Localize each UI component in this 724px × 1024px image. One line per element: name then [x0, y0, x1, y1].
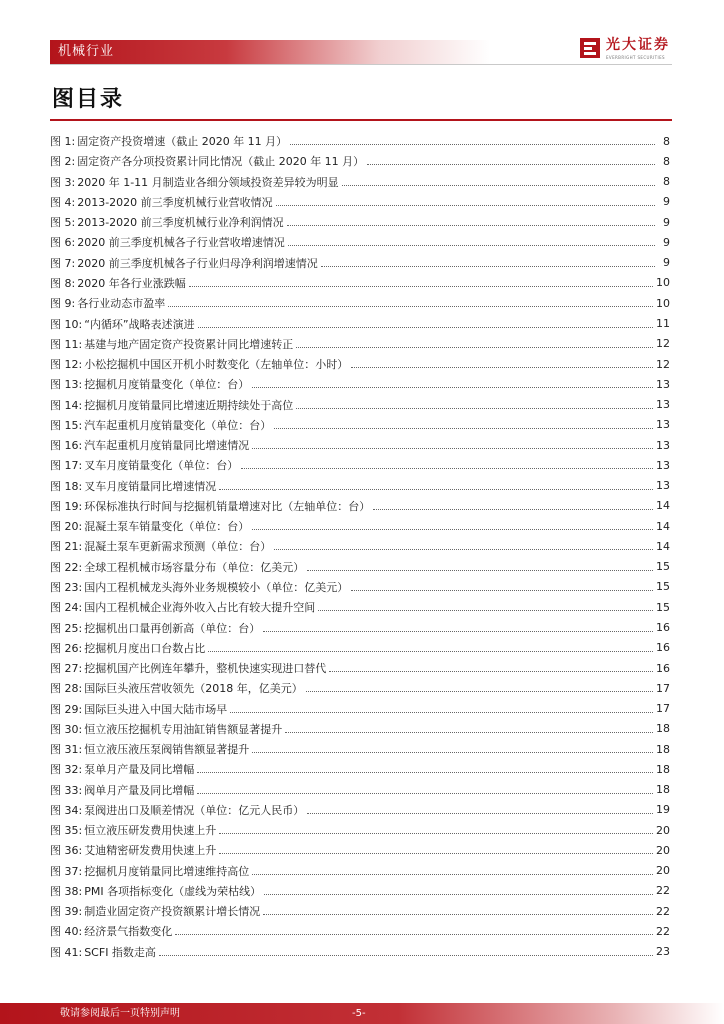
toc-entry-label: 图 11: — [50, 337, 83, 351]
toc-entry-page: 14 — [656, 539, 670, 553]
toc-entry[interactable] — [50, 739, 670, 759]
toc-entry-label: 图 29: — [50, 702, 83, 716]
toc-dot-leader — [318, 609, 653, 611]
toc-entry-page: 11 — [656, 317, 670, 331]
toc-dot-leader — [197, 771, 653, 773]
toc-entry-label: 图 2: — [50, 155, 76, 169]
toc-entry-label: 图 36: — [50, 844, 83, 858]
toc-entry[interactable] — [50, 273, 670, 293]
toc-entry[interactable] — [50, 861, 670, 881]
toc-entry[interactable] — [50, 658, 670, 678]
toc-entry-label: 图 10: — [50, 317, 83, 331]
toc-entry-title: 汽车起重机月度销量同比增速情况 — [84, 439, 250, 453]
toc-entry-page: 16 — [656, 661, 670, 675]
toc-entry-page: 17 — [656, 681, 670, 695]
toc-entry-page: 15 — [656, 580, 670, 594]
toc-entry-title: 2013-2020 前三季度机械行业营收情况 — [77, 195, 273, 209]
toc-entry-title: 挖掘机出口量再创新高（单位：台） — [84, 621, 261, 635]
toc-entry-page: 10 — [656, 296, 670, 310]
brand-name: 光大证券 — [606, 37, 670, 53]
toc-entry-page: 18 — [656, 722, 670, 736]
toc-entry-page: 8 — [663, 134, 670, 148]
toc-entry-label: 图 13: — [50, 378, 83, 392]
toc-entry[interactable] — [50, 334, 670, 354]
toc-dot-leader — [290, 143, 655, 145]
toc-entry-title: 阀单月产量及同比增幅 — [84, 783, 195, 797]
toc-dot-leader — [306, 690, 653, 692]
toc-entry-title: 全球工程机械市场容量分布（单位：亿美元） — [84, 560, 305, 574]
toc-entry-title: 固定资产各分项投资累计同比情况（截止 2020 年 11 月） — [77, 155, 365, 169]
toc-entry[interactable] — [50, 536, 670, 556]
figure-toc-list — [50, 131, 670, 962]
toc-dot-leader — [351, 366, 653, 368]
toc-entry-page: 9 — [663, 256, 670, 270]
header-band — [50, 40, 490, 64]
toc-entry-page: 18 — [656, 783, 670, 797]
toc-entry[interactable] — [50, 455, 670, 475]
toc-entry-page: 9 — [663, 235, 670, 249]
toc-entry-page: 14 — [656, 499, 670, 513]
toc-entry[interactable] — [50, 638, 670, 658]
toc-entry-title: “内循环”战略表述演进 — [84, 317, 195, 331]
toc-entry[interactable] — [50, 557, 670, 577]
toc-entry-page: 9 — [663, 215, 670, 229]
toc-entry-label: 图 15: — [50, 418, 83, 432]
toc-entry[interactable] — [50, 617, 670, 637]
toc-entry[interactable] — [50, 577, 670, 597]
toc-entry-page: 13 — [656, 458, 670, 472]
toc-dot-leader — [287, 224, 655, 226]
toc-entry-page: 8 — [663, 154, 670, 168]
toc-entry-label: 图 20: — [50, 520, 83, 534]
toc-entry-label: 图 1: — [50, 135, 76, 149]
toc-entry-title: 2020 年各行业涨跌幅 — [77, 276, 186, 290]
toc-entry-label: 图 32: — [50, 763, 83, 777]
toc-entry-title: 挖掘机国产比例连年攀升，整机快速实现进口替代 — [84, 662, 327, 676]
toc-dot-leader — [175, 933, 653, 935]
toc-entry[interactable] — [50, 820, 670, 840]
toc-entry-title: 叉车月度销量同比增速情况 — [84, 479, 217, 493]
industry-label: 机械行业 — [58, 44, 115, 59]
toc-dot-leader — [252, 751, 653, 753]
toc-entry-label: 图 25: — [50, 621, 83, 635]
toc-entry-title: 2013-2020 前三季度机械行业净利润情况 — [77, 216, 284, 230]
toc-entry-label: 图 6: — [50, 236, 76, 250]
toc-entry[interactable] — [50, 698, 670, 718]
toc-entry-title: 国际巨头进入中国大陆市场早 — [84, 702, 228, 716]
toc-entry-label: 图 31: — [50, 743, 83, 757]
toc-entry[interactable] — [50, 840, 670, 860]
toc-entry-label: 图 38: — [50, 884, 83, 898]
toc-entry-page: 17 — [656, 702, 670, 716]
toc-dot-leader — [296, 407, 653, 409]
toc-entry-label: 图 39: — [50, 905, 83, 919]
toc-entry-label: 图 26: — [50, 641, 83, 655]
toc-entry[interactable] — [50, 942, 670, 962]
toc-entry[interactable] — [50, 415, 670, 435]
toc-entry-label: 图 37: — [50, 864, 83, 878]
toc-entry-page: 13 — [656, 479, 670, 493]
toc-entry-label: 图 27: — [50, 662, 83, 676]
toc-entry-title: 国际巨头液压营收领先（2018 年，亿美元） — [84, 682, 303, 696]
toc-entry[interactable] — [50, 759, 670, 779]
toc-entry-label: 图 8: — [50, 276, 76, 290]
toc-dot-leader — [208, 650, 653, 652]
toc-entry-label: 图 9: — [50, 297, 76, 311]
toc-dot-leader — [329, 670, 653, 672]
toc-dot-leader — [219, 832, 653, 834]
toc-entry[interactable] — [50, 394, 670, 414]
toc-dot-leader — [252, 528, 653, 530]
toc-entry-page: 16 — [656, 641, 670, 655]
toc-entry-title: 环保标准执行时间与挖掘机销量增速对比（左轴单位：台） — [84, 499, 371, 513]
toc-dot-leader — [276, 204, 655, 206]
toc-dot-leader — [159, 954, 653, 956]
toc-entry-title: 基建与地产固定资产投资累计同比增速转正 — [84, 337, 294, 351]
toc-entry-page: 20 — [656, 823, 670, 837]
toc-entry[interactable] — [50, 516, 670, 536]
toc-entry-page: 18 — [656, 762, 670, 776]
toc-entry-label: 图 41: — [50, 945, 83, 959]
toc-entry[interactable] — [50, 253, 670, 273]
toc-entry[interactable] — [50, 496, 670, 516]
toc-entry-label: 图 28: — [50, 682, 83, 696]
toc-entry-title: 恒立液压挖掘机专用油缸销售额显著提升 — [84, 722, 283, 736]
toc-entry-page: 13 — [656, 377, 670, 391]
toc-entry[interactable] — [50, 374, 670, 394]
toc-entry-label: 图 40: — [50, 925, 83, 939]
toc-entry-page: 9 — [663, 195, 670, 209]
page-title: 图目录 — [52, 87, 125, 112]
toc-entry[interactable] — [50, 131, 670, 151]
toc-entry-title: 国内工程机械企业海外收入占比有较大提升空间 — [84, 601, 316, 615]
toc-entry-label: 图 24: — [50, 601, 83, 615]
toc-entry-label: 图 14: — [50, 398, 83, 412]
toc-entry-label: 图 19: — [50, 499, 83, 513]
toc-entry-title: 混凝土泵车更新需求预测（单位：台） — [84, 540, 272, 554]
toc-entry-label: 图 34: — [50, 803, 83, 817]
toc-entry-title: PMI 各项指标变化（虚线为荣枯线） — [84, 884, 262, 898]
toc-entry[interactable] — [50, 678, 670, 698]
toc-dot-leader — [197, 792, 653, 794]
toc-dot-leader — [230, 711, 653, 713]
toc-dot-leader — [307, 569, 653, 571]
toc-entry-title: SCFI 指数走高 — [84, 945, 156, 959]
toc-entry-title: 艾迪精密研发费用快速上升 — [84, 844, 217, 858]
toc-dot-leader — [219, 488, 653, 490]
toc-entry[interactable] — [50, 597, 670, 617]
toc-entry-page: 13 — [656, 398, 670, 412]
toc-entry[interactable] — [50, 921, 670, 941]
toc-entry-title: 各行业动态市盈率 — [77, 297, 166, 311]
toc-entry-page: 18 — [656, 742, 670, 756]
toc-entry[interactable] — [50, 293, 670, 313]
toc-dot-leader — [274, 427, 653, 429]
toc-entry-label: 图 5: — [50, 216, 76, 230]
toc-entry-label: 图 3: — [50, 175, 76, 189]
toc-entry-title: 2020 年 1-11 月制造业各细分领域投资差异较为明显 — [77, 175, 339, 189]
toc-entry-page: 16 — [656, 621, 670, 634]
toc-entry-page: 12 — [656, 337, 670, 351]
toc-entry[interactable] — [50, 476, 670, 496]
toc-entry[interactable] — [50, 172, 670, 192]
toc-entry-title: 泵单月产量及同比增幅 — [84, 763, 195, 777]
toc-dot-leader — [285, 731, 653, 733]
footer-page-number: -5- — [352, 1008, 366, 1019]
toc-entry[interactable] — [50, 780, 670, 800]
toc-entry-title: 经济景气指数变化 — [84, 925, 173, 939]
toc-entry-label: 图 33: — [50, 783, 83, 797]
toc-dot-leader — [296, 346, 653, 348]
toc-dot-leader — [288, 244, 655, 246]
toc-entry[interactable] — [50, 212, 670, 232]
title-divider — [50, 119, 672, 121]
toc-entry-page: 12 — [656, 357, 670, 371]
toc-dot-leader — [263, 913, 653, 915]
toc-dot-leader — [263, 630, 653, 632]
toc-entry-title: 挖掘机月度销量同比增速维持高位 — [84, 864, 250, 878]
toc-entry-title: 挖掘机月度销量变化（单位：台） — [84, 378, 250, 392]
toc-entry-title: 汽车起重机月度销量变化（单位：台） — [84, 418, 272, 432]
toc-dot-leader — [198, 326, 653, 328]
toc-dot-leader — [189, 285, 653, 287]
toc-dot-leader — [168, 305, 653, 307]
toc-entry[interactable] — [50, 881, 670, 901]
toc-entry-page: 15 — [656, 560, 670, 574]
toc-entry-page: 13 — [656, 438, 670, 452]
toc-entry-page: 22 — [656, 884, 670, 898]
toc-entry-title: 国内工程机械龙头海外业务规模较小（单位：亿美元） — [84, 580, 349, 594]
toc-entry-page: 20 — [656, 843, 670, 857]
toc-entry-label: 图 17: — [50, 459, 83, 473]
toc-dot-leader — [367, 163, 655, 165]
toc-entry-label: 图 16: — [50, 439, 83, 453]
toc-dot-leader — [252, 873, 653, 875]
toc-entry-page: 22 — [656, 924, 670, 938]
toc-entry-title: 泵阀进出口及顺差情况（单位：亿元人民币） — [84, 803, 305, 817]
toc-dot-leader — [264, 893, 653, 895]
toc-entry-page: 10 — [656, 276, 670, 290]
toc-entry-title: 挖掘机月度出口台数占比 — [84, 641, 206, 655]
toc-entry-title: 混凝土泵车销量变化（单位：台） — [84, 520, 250, 534]
footer-disclaimer: 敬请参阅最后一页特别声明 — [60, 1008, 180, 1019]
toc-dot-leader — [321, 265, 655, 267]
toc-entry[interactable] — [50, 313, 670, 333]
toc-entry[interactable] — [50, 719, 670, 739]
toc-entry-title: 小松挖掘机中国区开机小时数变化（左轴单位：小时） — [84, 358, 349, 372]
toc-dot-leader — [342, 184, 655, 186]
toc-entry-label: 图 21: — [50, 540, 83, 554]
toc-entry[interactable] — [50, 901, 670, 921]
toc-entry[interactable] — [50, 232, 670, 252]
header-divider — [50, 64, 672, 65]
toc-entry-page: 14 — [656, 519, 670, 533]
toc-entry-title: 2020 前三季度机械各子行业归母净利润增速情况 — [77, 256, 318, 270]
toc-entry[interactable] — [50, 151, 670, 171]
toc-entry-label: 图 4: — [50, 195, 76, 209]
toc-entry-page: 23 — [656, 945, 670, 959]
toc-entry-label: 图 30: — [50, 722, 83, 736]
toc-entry-label: 图 35: — [50, 824, 83, 838]
toc-entry[interactable] — [50, 435, 670, 455]
toc-dot-leader — [307, 812, 653, 814]
toc-entry[interactable] — [50, 800, 670, 820]
toc-entry-title: 制造业固定资产投资额累计增长情况 — [84, 905, 261, 919]
toc-entry[interactable] — [50, 354, 670, 374]
toc-dot-leader — [252, 386, 653, 388]
toc-dot-leader — [351, 589, 653, 591]
toc-entry-title: 叉车月度销量变化（单位：台） — [84, 459, 239, 473]
toc-entry-title: 固定资产投资增速（截止 2020 年 11 月） — [77, 135, 288, 149]
toc-entry-label: 图 23: — [50, 580, 83, 594]
toc-entry-title: 恒立液压液压泵阀销售额显著提升 — [84, 743, 250, 757]
toc-entry-page: 13 — [656, 418, 670, 432]
toc-dot-leader — [373, 508, 653, 510]
toc-dot-leader — [219, 852, 653, 854]
toc-entry-page: 22 — [656, 904, 670, 918]
toc-entry-label: 图 18: — [50, 479, 83, 493]
toc-entry-page: 8 — [663, 175, 670, 189]
toc-entry[interactable] — [50, 192, 670, 212]
brand-logo-icon — [578, 36, 602, 60]
toc-entry-page: 19 — [656, 803, 670, 817]
toc-dot-leader — [241, 467, 653, 469]
toc-entry-title: 挖掘机月度销量同比增速近期持续处于高位 — [84, 398, 294, 412]
toc-entry-page: 15 — [656, 600, 670, 614]
toc-entry-title: 恒立液压研发费用快速上升 — [84, 824, 217, 838]
brand-subtitle: EVERBRIGHT SECURITIES — [606, 55, 665, 60]
toc-entry-page: 20 — [656, 864, 670, 878]
toc-entry-title: 2020 前三季度机械各子行业营收增速情况 — [77, 236, 285, 250]
brand-logo — [578, 36, 674, 64]
toc-entry-label: 图 7: — [50, 256, 76, 270]
toc-dot-leader — [274, 548, 653, 550]
toc-entry-label: 图 22: — [50, 560, 83, 574]
toc-dot-leader — [252, 447, 653, 449]
toc-entry-label: 图 12: — [50, 358, 83, 372]
